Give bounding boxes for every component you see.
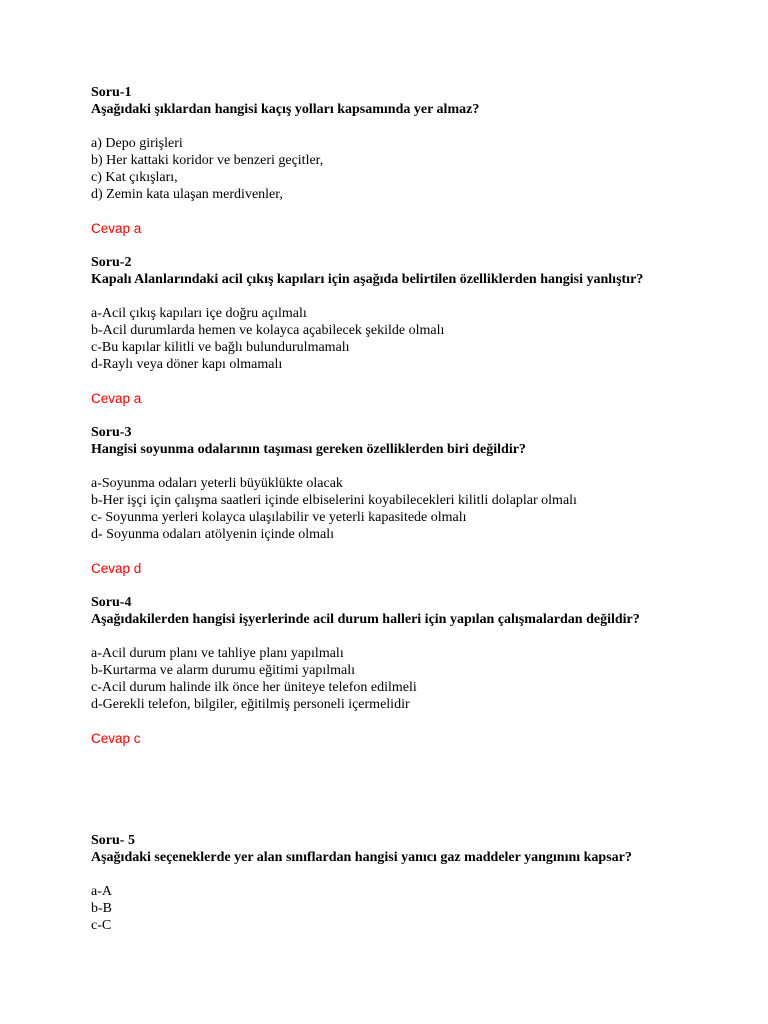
option-a: a) Depo girişleri — [91, 136, 183, 151]
option-list — [91, 475, 751, 543]
option-list — [91, 305, 751, 373]
option-c: c) Kat çıkışları, — [91, 170, 178, 185]
option-c: c-Acil durum halinde ilk önce her üniteye telefon edilmeli — [91, 680, 417, 695]
option-b: b-Acil durumlarda hemen ve kolayca açabilecek şekilde olmalı — [91, 323, 445, 338]
option-c: c- Soyunma yerleri kolayca ulaşılabilir ve yeterli kapasitede olmalı — [91, 510, 467, 525]
option-a: a-Acil durum planı ve tahliye planı yapılmalı — [91, 646, 344, 661]
answer-text: Cevap a — [91, 221, 142, 236]
question-text: Aşağıdaki seçeneklerde yer alan sınıflardan hangisi yanıcı gaz maddeler yangınını kapsar? — [91, 850, 632, 865]
option-c: c-Bu kapılar kilitli ve bağlı bulundurulmamalı — [91, 340, 350, 355]
option-d: d) Zemin kata ulaşan merdivenler, — [91, 187, 283, 202]
option-a: a-A — [91, 884, 112, 899]
blank-space — [91, 764, 751, 832]
question-4 — [91, 594, 751, 747]
option-b: b-Kurtarma ve alarm durumu eğitimi yapılmalı — [91, 663, 355, 678]
option-d: d-Raylı veya döner kapı olmamalı — [91, 357, 283, 372]
option-c: c-C — [91, 918, 112, 933]
option-a: a-Acil çıkış kapıları içe doğru açılmalı — [91, 306, 307, 321]
option-b: b) Her kattaki koridor ve benzeri geçitler, — [91, 153, 324, 168]
option-b: b-B — [91, 901, 112, 916]
option-a: a-Soyunma odaları yeterli büyüklükte olacak — [91, 476, 343, 491]
question-1 — [91, 84, 751, 237]
answer-text: Cevap c — [91, 731, 141, 746]
answer-text: Cevap d — [91, 561, 142, 576]
document-page — [91, 84, 751, 934]
question-text: Aşağıdaki şıklardan hangisi kaçış yolları kapsamında yer almaz? — [91, 102, 480, 117]
option-d: d-Gerekli telefon, bilgiler, eğitilmiş personeli içermelidir — [91, 697, 410, 712]
question-title: Soru-2 — [91, 255, 132, 270]
question-2 — [91, 254, 751, 407]
option-list — [91, 883, 751, 934]
question-title: Soru-4 — [91, 595, 132, 610]
question-text: Kapalı Alanlarındaki acil çıkış kapıları için aşağıda belirtilen özelliklerden hangisi yanlıştır? — [91, 272, 644, 287]
question-text: Aşağıdakilerden hangisi işyerlerinde acil durum halleri için yapılan çalışmalardan değildir? — [91, 612, 640, 627]
question-5 — [91, 832, 751, 934]
answer-text: Cevap a — [91, 391, 142, 406]
question-title: Soru- 5 — [91, 833, 135, 848]
question-title: Soru-3 — [91, 425, 132, 440]
option-b: b-Her işçi için çalışma saatleri içinde elbiselerini koyabilecekleri kilitli dolaplar olmalı — [91, 493, 577, 508]
option-list — [91, 135, 751, 203]
option-list — [91, 645, 751, 713]
option-d: d- Soyunma odaları atölyenin içinde olmalı — [91, 527, 334, 542]
question-title: Soru-1 — [91, 85, 132, 100]
question-text: Hangisi soyunma odalarının taşıması gereken özelliklerden biri değildir? — [91, 442, 526, 457]
question-3 — [91, 424, 751, 577]
